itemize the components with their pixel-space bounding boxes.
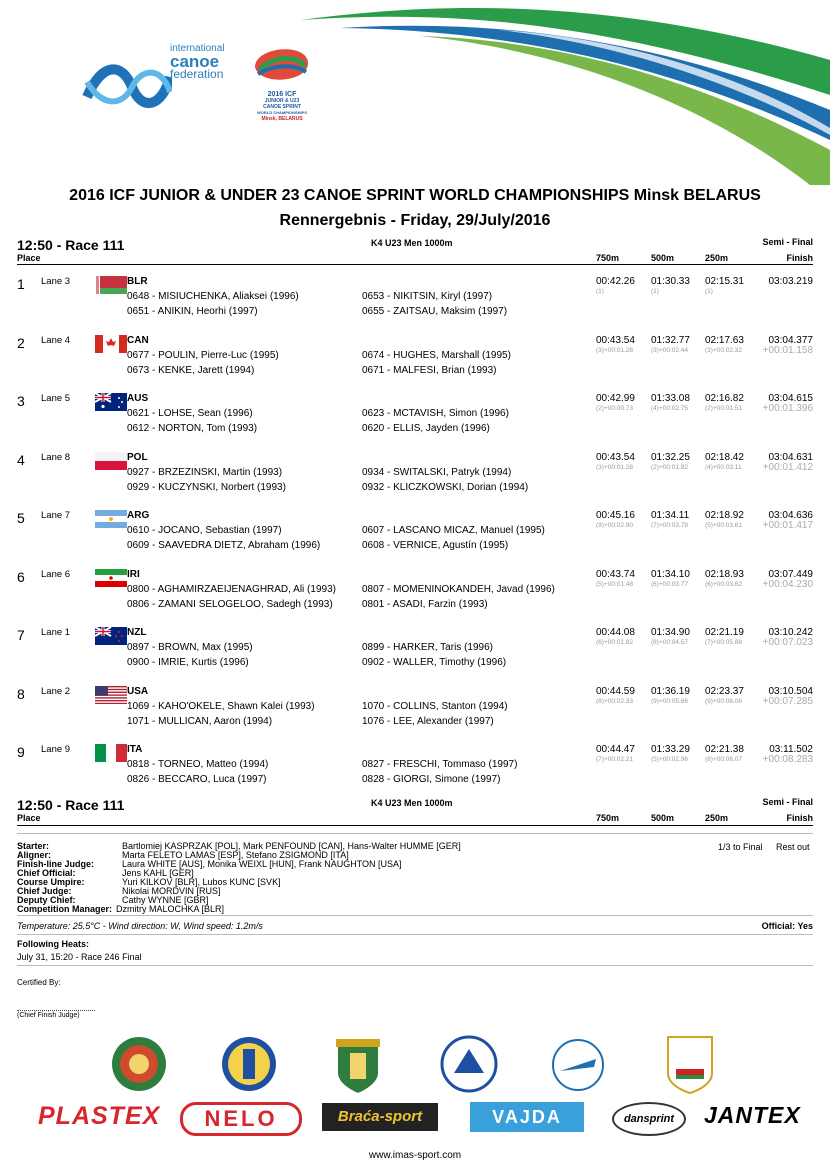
qualification-final: 1/3 to Final <box>718 842 763 852</box>
crest-minsk-icon <box>220 1035 278 1093</box>
finish-diff: +00:01.396 <box>762 403 813 414</box>
event-logo-line1: 2016 ICF <box>267 91 297 98</box>
crest-federation-icon <box>440 1035 498 1093</box>
crest-shield-icon <box>330 1033 386 1095</box>
split-rank: (4)+00:03.11 <box>705 463 742 471</box>
race-phase: Semi - Final <box>762 797 813 807</box>
split-time: 01:33.08 <box>651 393 690 404</box>
signature-line <box>17 1010 95 1011</box>
split-rank: (2)+00:01.92 <box>651 463 689 471</box>
athlete-name: 0932 - KLICZKOWSKI, Dorian (1994) <box>362 481 529 493</box>
nation-code: AUS <box>127 393 149 404</box>
nation-code: ARG <box>127 510 150 521</box>
race-header <box>17 237 813 265</box>
athlete-name: 0902 - WALLER, Timothy (1996) <box>362 657 507 668</box>
split-rank: (9)+00:08.06 <box>705 697 743 705</box>
result-row <box>17 744 813 802</box>
split-rank: (9)+00:02.90 <box>596 522 634 529</box>
split-rank: (7)+00:02.21 <box>596 756 634 763</box>
athlete-name: 0801 - ASADI, Farzin (1993) <box>362 598 488 610</box>
crest-rowing-icon <box>550 1037 606 1093</box>
athlete-name: 0899 - HARKER, Taris (1996) <box>362 642 493 653</box>
place-number: 3 <box>17 393 25 409</box>
sponsor-jantex: JANTEX <box>704 1102 801 1128</box>
split-rank: (8)+00:04.57 <box>651 639 689 646</box>
split-rank: (6)+00:03.77 <box>651 580 689 588</box>
race-time-title: 12:50 - Race 111 <box>17 237 125 253</box>
flag-iri-icon <box>95 569 127 587</box>
nation-code: IRI <box>127 568 140 580</box>
lane-label: Lane 7 <box>41 510 71 521</box>
athlete-name: 0800 - AGHAMIRZAEIJENAGHRAD, Ali (1993) <box>127 583 336 595</box>
split-rank: (7)+00:05.88 <box>705 639 743 646</box>
split-rank: (1) <box>596 288 604 295</box>
event-logo-line5: Minsk, BELARUS <box>261 116 303 122</box>
flag-arg-icon <box>95 510 127 528</box>
split-time: 00:43.74 <box>596 568 635 580</box>
split-rank: (3)+00:01.28 <box>596 463 634 471</box>
split-time: 01:32.25 <box>651 451 690 463</box>
split-rank: (6)+00:01.82 <box>596 639 634 646</box>
lane-label: Lane 4 <box>41 334 71 346</box>
icf-logo-line3: federation <box>170 67 224 81</box>
flag-ita-icon <box>95 744 127 762</box>
crest-grodno-icon <box>110 1035 168 1093</box>
split-time: 02:17.63 <box>705 334 744 346</box>
place-column-label: Place <box>17 813 41 823</box>
split-250-label: 250m <box>705 813 729 823</box>
athlete-name: 0806 - ZAMANI SELOGELOO, Sadegh (1993) <box>127 598 333 610</box>
official-names: Marta FELETO LAMAS [ESP], Stefano ZSIGMOND [ITA] <box>122 850 349 860</box>
split-rank: (5)+00:01.48 <box>596 580 634 588</box>
nation-code: NZL <box>127 627 147 638</box>
athlete-name: 1070 - COLLINS, Stanton (1994) <box>362 700 508 712</box>
official-row <box>17 878 461 887</box>
flag-nzl-icon <box>95 627 127 645</box>
sponsor-plastex: PLASTEX <box>38 1102 161 1130</box>
athlete-name: 1069 - KAHO'OKELE, Shawn Kalei (1993) <box>127 700 315 712</box>
split-time: 00:43.54 <box>596 334 635 346</box>
footer-thin-rule <box>17 833 813 834</box>
race-time-title: 12:50 - Race 111 <box>17 797 125 813</box>
athlete-name: 0612 - NORTON, Tom (1993) <box>127 423 258 434</box>
split-time: 01:30.33 <box>651 276 690 287</box>
flag-can-icon <box>95 335 127 353</box>
athlete-name: 0620 - ELLIS, Jayden (1996) <box>362 423 490 434</box>
split-time: 01:32.77 <box>651 334 690 346</box>
result-row <box>17 510 813 568</box>
place-number: 6 <box>17 568 25 585</box>
athlete-name: 0609 - SAAVEDRA DIETZ, Abraham (1996) <box>127 540 321 551</box>
result-row <box>17 335 813 393</box>
lane-label: Lane 8 <box>41 451 71 463</box>
athlete-name: 0934 - SWITALSKI, Patryk (1994) <box>362 466 512 478</box>
athlete-name: 0674 - HUGHES, Marshall (1995) <box>362 349 511 361</box>
result-row <box>17 452 813 510</box>
split-rank: (1) <box>705 288 713 295</box>
crest-olympic-icon <box>662 1033 718 1095</box>
split-rank: (5)+00:02.96 <box>651 756 689 763</box>
nation-code: CAN <box>127 334 149 346</box>
athlete-name: 0900 - IMRIE, Kurtis (1996) <box>127 657 249 668</box>
weather-rule-top <box>17 915 813 916</box>
athlete-name: 0653 - NIKITSIN, Kiryl (1997) <box>362 291 493 302</box>
finish-label: Finish <box>786 813 813 823</box>
split-500-label: 500m <box>651 253 675 263</box>
finish-time: 03:10.504 <box>768 685 813 697</box>
weather-rule-bottom <box>17 934 813 935</box>
split-time: 00:45.16 <box>596 510 635 521</box>
athlete-name: 0607 - LASCANO MICAZ, Manuel (1995) <box>362 525 545 536</box>
finish-time: 03:11.502 <box>769 744 813 755</box>
official-role: Chief Official: <box>17 868 76 878</box>
official-row <box>17 887 461 896</box>
event-logo-line4: WORLD CHAMPIONSHIPS <box>257 110 307 115</box>
certified-by-label: Certified By: <box>17 978 61 987</box>
header-rule <box>17 264 813 265</box>
split-rank: (8)+00:02.33 <box>596 697 634 705</box>
finish-time: 03:07.449 <box>768 568 813 580</box>
result-row <box>17 686 813 744</box>
finish-diff: +00:01.417 <box>762 520 813 531</box>
finish-time: 03:04.636 <box>768 510 813 521</box>
finish-diff: +00:04.230 <box>762 578 813 590</box>
finish-diff: +00:07.285 <box>762 695 813 707</box>
athlete-name: 0818 - TORNEO, Matteo (1994) <box>127 759 269 770</box>
split-time: 02:23.37 <box>705 685 744 697</box>
split-time: 02:16.82 <box>705 393 744 404</box>
event-name: K4 U23 Men 1000m <box>371 238 453 248</box>
lane-label: Lane 1 <box>41 627 71 638</box>
official-role: Finish-line Judge: <box>17 859 95 869</box>
athlete-name: 0828 - GIORGI, Simone (1997) <box>362 774 501 785</box>
nation-code: ITA <box>127 744 143 755</box>
place-number: 7 <box>17 627 25 643</box>
heats-rule <box>17 965 813 966</box>
official-names: Jens KAHL [GER] <box>122 868 194 878</box>
icf-logo <box>82 44 232 122</box>
place-number: 1 <box>17 276 25 292</box>
lane-label: Lane 2 <box>41 685 71 697</box>
result-row <box>17 393 813 451</box>
athlete-name: 0826 - BECCARO, Luca (1997) <box>127 774 267 785</box>
official-row <box>17 860 461 869</box>
weather-info: Temperature: 25.5°C - Wind direction: W, Wind speed: 1.2m/s <box>17 921 263 931</box>
athlete-name: 0673 - KENKE, Jarett (1994) <box>127 364 255 376</box>
athlete-name: 0677 - POULIN, Pierre-Luc (1995) <box>127 349 279 361</box>
header-wave-graphic <box>300 0 830 190</box>
event-logo-line2: JUNIOR & U23 <box>264 98 300 104</box>
split-time: 00:44.08 <box>596 627 635 638</box>
place-number: 9 <box>17 744 25 760</box>
split-time: 00:42.26 <box>596 276 635 287</box>
split-time: 00:44.59 <box>596 685 635 697</box>
finish-diff: +00:01.412 <box>762 461 813 473</box>
split-time: 01:34.11 <box>651 510 690 521</box>
split-time: 01:36.19 <box>651 685 690 697</box>
nation-code: POL <box>127 451 148 463</box>
finish-time: 03:10.242 <box>768 627 813 638</box>
athlete-name: 0927 - BRZEZINSKI, Martin (1993) <box>127 466 283 478</box>
race-footer-header <box>17 797 813 825</box>
nation-code: USA <box>127 685 149 697</box>
officials-list <box>17 842 461 914</box>
split-250-label: 250m <box>705 253 729 263</box>
split-rank: (7)+00:03.78 <box>651 522 689 529</box>
official-role: Chief Judge: <box>17 886 72 896</box>
athlete-name: 0610 - JOCANO, Sebastian (1997) <box>127 525 282 536</box>
sponsor-braca-sport: Braća-sport <box>322 1103 438 1131</box>
athlete-name: 0827 - FRESCHI, Tommaso (1997) <box>362 759 518 770</box>
page-subtitle: Rennergebnis - Friday, 29/July/2016 <box>279 212 551 229</box>
athlete-name: 0671 - MALFESI, Brian (1993) <box>362 364 497 376</box>
athlete-name: 0651 - ANIKIN, Heorhi (1997) <box>127 306 258 317</box>
chief-finish-judge-label: (Chief Finish Judge) <box>17 1012 80 1019</box>
split-time: 00:44.47 <box>596 744 635 755</box>
athlete-name: 0621 - LOHSE, Sean (1996) <box>127 408 253 419</box>
following-heats-label: Following Heats: <box>17 939 89 949</box>
nation-code: BLR <box>127 276 148 287</box>
split-rank: (3)+00:02.44 <box>651 346 689 354</box>
split-750-label: 750m <box>596 253 620 263</box>
split-time: 01:34.90 <box>651 627 690 638</box>
split-time: 01:34.10 <box>651 568 690 580</box>
place-number: 4 <box>17 451 25 468</box>
result-row <box>17 276 813 334</box>
event-name: K4 U23 Men 1000m <box>371 798 453 808</box>
split-500-label: 500m <box>651 813 675 823</box>
official-role: Course Umpire: <box>17 877 85 887</box>
finish-label: Finish <box>786 253 813 263</box>
race-phase: Semi - Final <box>762 237 813 247</box>
official-names: Yuri KILKOV [BLR], Lubos KUNC [SVK] <box>122 877 281 887</box>
sponsor-nelo: NELO <box>180 1102 302 1136</box>
result-row <box>17 627 813 685</box>
athlete-name: 0929 - KUCZYNSKI, Norbert (1993) <box>127 481 286 493</box>
place-number: 5 <box>17 510 25 526</box>
flag-blr-icon <box>95 276 127 294</box>
sponsor-vajda: VAJDA <box>470 1102 584 1132</box>
split-time: 02:21.19 <box>705 627 744 638</box>
split-750-label: 750m <box>596 813 620 823</box>
official-role: Competition Manager: <box>17 904 113 914</box>
finish-time: 03:03.219 <box>768 276 813 287</box>
split-rank: (9)+00:05.86 <box>651 697 689 705</box>
official-status: Official: Yes <box>761 921 813 931</box>
official-role: Starter: <box>17 841 50 851</box>
sponsor-dansprint: dansprint <box>612 1102 686 1136</box>
split-rank: (2)+00:01.51 <box>705 405 743 412</box>
place-column-label: Place <box>17 253 41 263</box>
flag-pol-icon <box>95 452 127 470</box>
lane-label: Lane 3 <box>41 276 71 287</box>
finish-time: 03:04.615 <box>768 393 813 404</box>
official-names: Bartlomiej KASPRZAK [POL], Mark PENFOUND [CAN], Hans-Walter HUMME [GER] <box>122 841 461 851</box>
lane-label: Lane 5 <box>41 393 71 404</box>
athlete-name: 1071 - MULLICAN, Aaron (1994) <box>127 715 273 727</box>
place-number: 2 <box>17 334 25 351</box>
split-rank: (4)+00:02.75 <box>651 405 689 412</box>
finish-diff: +00:01.158 <box>762 344 813 356</box>
split-time: 00:43.54 <box>596 451 635 463</box>
split-time: 01:33.29 <box>651 744 690 755</box>
split-time: 02:18.42 <box>705 451 744 463</box>
official-names: Cathy WYNNE [GBR] <box>122 895 209 905</box>
official-role: Aligner: <box>17 850 52 860</box>
split-rank: (1) <box>651 288 659 295</box>
event-logo <box>250 42 314 128</box>
finish-diff: +00:08.283 <box>762 754 813 765</box>
flag-usa-icon <box>95 686 127 704</box>
following-heats-value: July 31, 15:20 - Race 246 Final <box>17 952 142 962</box>
result-row <box>17 569 813 627</box>
split-rank: (3)+00:02.32 <box>705 346 743 354</box>
split-time: 00:42.99 <box>596 393 635 404</box>
qualification-rest: Rest out <box>776 842 810 852</box>
split-rank: (2)+00:00.73 <box>596 405 634 412</box>
finish-time: 03:04.377 <box>768 334 813 346</box>
footer-url: www.imas-sport.com <box>368 1150 462 1161</box>
split-rank: (3)+00:01.28 <box>596 346 634 354</box>
split-time: 02:15.31 <box>705 276 744 287</box>
crests-row <box>100 1033 740 1095</box>
split-rank: (5)+00:03.61 <box>705 522 743 529</box>
official-role: Deputy Chief: <box>17 895 76 905</box>
split-rank: (8)+00:06.07 <box>705 756 743 763</box>
athlete-name: 1076 - LEE, Alexander (1997) <box>362 715 494 727</box>
lane-label: Lane 9 <box>41 744 71 755</box>
place-number: 8 <box>17 685 25 702</box>
split-time: 02:21.38 <box>705 744 744 755</box>
athlete-name: 0807 - MOMENINOKANDEH, Javad (1996) <box>362 583 555 595</box>
official-names: Laura WHITE [AUS], Monika WEIXL [HUN], Frank NAUGHTON [USA] <box>122 859 402 869</box>
lane-label: Lane 6 <box>41 568 71 580</box>
official-names: Dzmitry MALOCHKA [BLR] <box>116 904 225 914</box>
flag-aus-icon <box>95 393 127 411</box>
finish-time: 03:04.631 <box>768 451 813 463</box>
split-time: 02:18.93 <box>705 568 744 580</box>
official-names: Nikolai MORDVIN [RUS] <box>122 886 221 896</box>
athlete-name: 0648 - MISIUCHENKA, Aliaksei (1996) <box>127 291 299 302</box>
athlete-name: 0608 - VERNICE, Agustín (1995) <box>362 540 509 551</box>
split-rank: (6)+00:03.62 <box>705 580 743 588</box>
athlete-name: 0897 - BROWN, Max (1995) <box>127 642 253 653</box>
footer-rule <box>17 825 813 826</box>
finish-diff: +00:07.023 <box>762 637 813 648</box>
event-logo-line3: CANOE SPRINT <box>263 104 301 110</box>
official-row <box>17 905 461 914</box>
icf-logo-line1: international <box>170 43 225 54</box>
athlete-name: 0655 - ZAITSAU, Maksim (1997) <box>362 306 508 317</box>
page-title: 2016 ICF JUNIOR & UNDER 23 CANOE SPRINT WORLD CHAMPIONSHIPS Minsk BELARUS <box>69 187 761 204</box>
icf-logo-line2: canoe <box>170 52 220 71</box>
split-time: 02:18.92 <box>705 510 744 521</box>
athlete-name: 0623 - MCTAVISH, Simon (1996) <box>362 408 509 419</box>
